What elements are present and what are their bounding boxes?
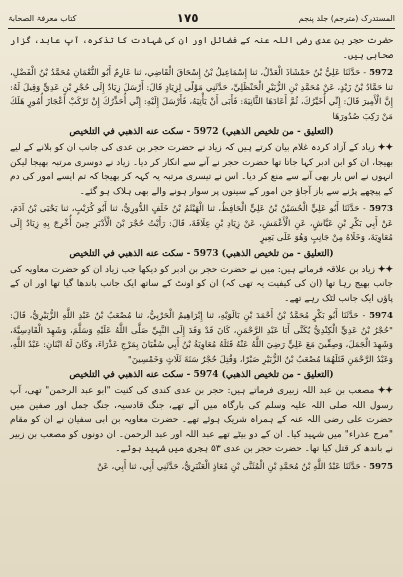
intro-paragraph: حضرت حجر بن عدی رضی اللہ عنہ کے فضائل اور ان کی شہادت کا تذکرہ، آپ عابد، گزار صحابی ہیں۔ [10, 36, 393, 61]
hadith-number: 5972 [369, 68, 393, 78]
hadith-5972-dhahabi-note: (التعليق - من تلخيص الذهبي) 5972 - سكت عنه الذهبي في التلخيص [69, 127, 334, 137]
hadith-number: 5974 [369, 311, 393, 321]
hadith-5974-dhahabi-note: (التعليق - من تلخيص الذهبي) 5974 - سكت عنه الذهبي في التلخيص [69, 370, 334, 380]
hadith-5973-arabic: 5973 - حَدَّثَنَا أَبُو عَلِيٍّ الْحُسَيْنُ بْنُ عَلِيٍّ الْحَافِظُ، ثنا الْهَيْثَمُ بْنُ خَلَفٍ الدُّورِيُّ، ثنا أَبُو كُرَيْبٍ، ثنا يَحْيَى بْنُ آدَمَ، عَنْ أَبِي بَكْرِ بْنِ عَيَّاشٍ، عَنِ الْأَعْمَشِ، عَنْ زِيَادِ بْنِ عِلَاقَةَ، قَالَ: رَأَيْتُ حُجْرَ بْنَ الْأَدْبَرِ حِينَ أُخْرِجَ بِهِ زِيَادٌ إِلَى مُعَاوِيَةَ، وَخَلَاهُ مِنْ جَانِبٍ وَهُوَ عَلَى بَعِيرٍ [10, 204, 393, 243]
page-number: ١٧٥ [176, 11, 199, 25]
hadith-5973-dhahabi-note: (التعليق - من تلخيص الذهبي) 5973 - سكت عنه الذهبي في التلخيص [69, 248, 334, 259]
book-section-title: کتاب معرفۃ الصحابۃ [8, 13, 77, 23]
hadith-5973-translation: ✦✦ زیاد بن علاقہ فرماتے ہیں: میں نے حضرت حجر بن ادبر کو دیکھا جب زیاد ان کو حضرت معاویہ کی جانب بھیج رہا تھا (ان کی کیفیت یہ تھی کہ) ان کو اونٹ کے ساتھ ایک جانب باندھا گیا تھا اور ان کے پاؤں ایک جانب لٹک رہے تھے۔ [10, 264, 393, 304]
hadith-5972-translation: ✦✦ زیاد کے آزاد کردہ غلام بیان کرتے ہیں کہ زیاد نے حضرت حجر بن عدی کی جانب ان کو بلانے کے لیے بھیجا، ان کو ابن ادبر کہا جاتا تھا حضرت حجر نے آنے سے انکار کر دیا۔ زیاد نے دوسری مرتبہ بھیجا لیکن انہوں نے اس بار بھی آنے سے منع کر دیا۔ اس نے تیسری مرتبہ یہ کہہ کر بھیجا کہ تم ایسے امور کی دم کے پیچھے پڑنے سے باز آجاؤ جن امور کے سینوں پر سوار ہونے والے بھی ہلاک ہو گئے۔ [10, 143, 393, 197]
page-body [10, 34, 393, 573]
page-header [8, 8, 395, 29]
hadith-number: 5973 [369, 204, 393, 214]
hadith-5974-arabic: 5974 - حَدَّثَنَا أَبُو بَكْرٍ مُحَمَّدُ بْنُ أَحْمَدَ بْنِ بَالَوَيْهِ، ثنا إِبْرَاهِيمُ الْحَرْبِيُّ، ثنا مُصْعَبُ بْنُ عَبْدِ اللَّهِ الزُّبَيْرِيُّ، قَالَ: "حُجْرُ بْنُ عَدِيٍّ الْكِنْدِيُّ يُكَنَّى أَبَا عَبْدِ الرَّحْمَنِ، كَانَ قَدْ وَفَدَ إِلَى النَّبِيِّ صَلَّى اللَّهُ عَلَيْهِ وَسَلَّمَ، وَشَهِدَ الْقَادِسِيَّةَ، وَشَهِدَ الْجَمَلَ، وَصِفِّينَ مَعَ عَلِيٍّ رَضِيَ اللَّهُ عَنْهُ قَتَلَهُ مُعَاوِيَةُ بْنُ أَبِي سُفْيَانَ بِمَرْجِ عَذْرَاءَ، وَكَانَ لَهُ ابْنَانِ: عَبْدُ اللَّهِ، وَعَبْدُ الرَّحْمَنِ قَتَلَهُمَا مُصْعَبُ بْنُ الزُّبَيْرِ صَبْرًا، وَقُتِلَ حُجْرٌ سَنَةَ ثَلَاثٍ وَخَمْسِينَ" [10, 311, 393, 365]
hadith-5975-arabic: 5975 - حَدَّثَنَا عَبْدُ اللَّهِ بْنُ مُحَمَّدِ بْنِ الْمُثَنَّى بْنِ مُعَاذٍ الْعَنْبَرِيُّ، حَدَّثَنِي أَبِي، ثنا أَبِي، عَنْ [97, 461, 393, 472]
hadith-5974-translation: ✦✦ مصعب بن عبد اللہ زبیری فرماتے ہیں: حجر بن عدی کندی کی کنیت "ابو عبد الرحمن" تھی، آپ رسول اللہ صلی اللہ علیہ وسلم کی بارگاہ میں آئے تھے، جنگ قادسیہ، جنگ جمل اور صفین میں حضرت علی رضی اللہ عنہ کے ہمراہ شریک ہوئے تھے۔ حضرت معاویہ بن ابی سفیان نے ان کو مقام "مرج عذراء" میں شہید کیا۔ ان کے دو بیٹے تھے عبد اللہ اور عبد الرحمن۔ ان دونوں کو مصعب بن زبیر نے باندھ کر قتل کیا تھا۔ حضرت حجر بن عدی ۵۳ ہجری میں شہید ہوئے۔ [10, 386, 393, 454]
hadith-number: 5975 [369, 461, 393, 472]
hadith-5972-arabic: 5972 - حَدَّثَنَا عَلِيُّ بْنُ حَمْشَاذَ الْعَدْلُ، ثنا إِسْمَاعِيلُ بْنُ إِسْحَاقَ الْقَاضِي، ثنا عَارِمٌ أَبُو النُّعْمَانِ مُحَمَّدُ بْنُ الْفَضْلِ، ثنا حَمَّادُ بْنُ زَيْدٍ، عَنْ مُحَمَّدِ بْنِ الزُّبَيْرِ الْحَنْظَلِيِّ، حَدَّثَنِي مَوْلًى لِزِيَادٍ قَالَ: أَرْسَلَ زِيَادٌ إِلَى حُجْرِ بْنِ عَدِيٍّ وَقِيلَ لَهُ: إِنَّ الْأَمِيرَ قَالَ: إِنِّي أُخَيِّرُكَ، ثُمَّ أَعَادَهَا الثَّانِيَةَ: فَأَبَى أَنْ يَأْتِيَهُ، فَأَرْسَلَ إِلَيْهِ: إِنِّي أُحَذِّرُكَ إِنْ تَرْكَبْ أَعْجَازَ أُمُورٍ هَلَكَ مَنْ رَكِبَ صُدُورَهَا [10, 68, 393, 122]
book-volume-title: المستدرک (مترجم) جلد پنجم [298, 13, 395, 23]
